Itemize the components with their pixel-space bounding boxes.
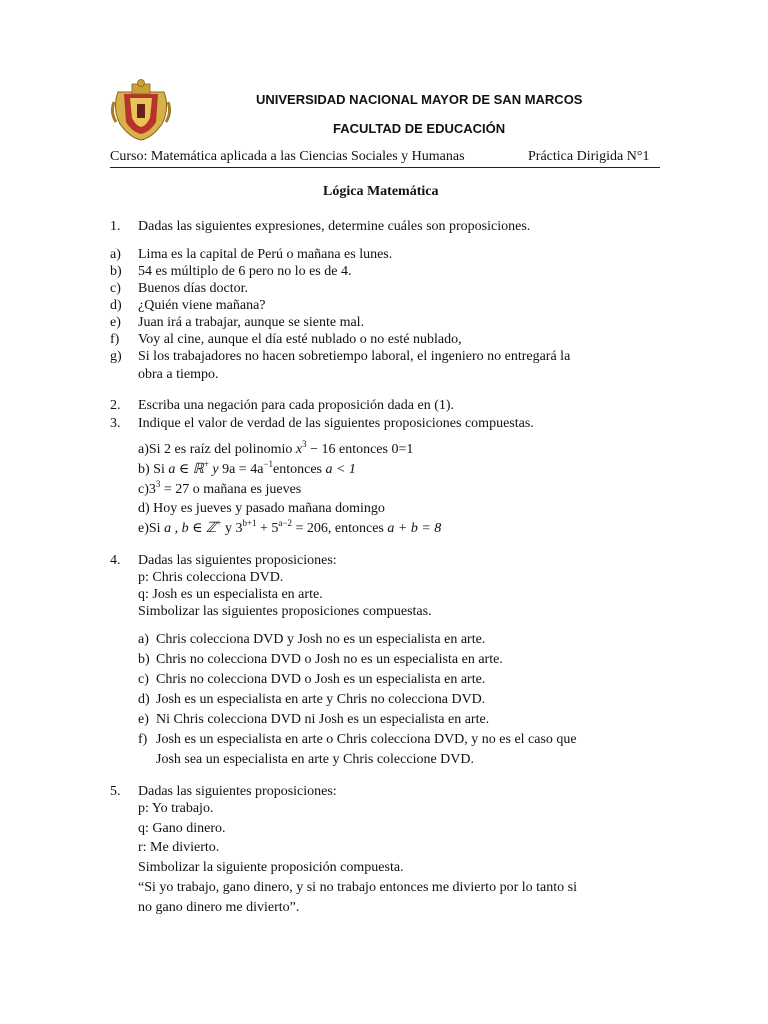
document-title: Lógica Matemática bbox=[323, 184, 439, 199]
q3-item-e: e)Si a , b ∈ ℤ+ y $3^{b+1} + 5^{a-2} = 206$, entonces a + b = 8 bbox=[138, 518, 442, 536]
q4-number: 4. bbox=[110, 553, 121, 568]
faculty-name: FACULTAD DE EDUCACIÓN bbox=[333, 121, 506, 136]
q3-number: 3. bbox=[110, 416, 121, 431]
q4-item-text: Chris no colecciona DVD o Josh no es un especialista en arte. bbox=[156, 652, 503, 667]
q5-quote-line1: “Si yo trabajo, gano dinero, y si no trabajo entonces me divierto por lo tanto si bbox=[138, 880, 577, 895]
q1-item-text: Lima es la capital de Perú o mañana es lunes. bbox=[138, 247, 393, 262]
q3-text: Indique el valor de verdad de las siguientes proposiciones compuestas. bbox=[138, 416, 534, 431]
q4-item-label: f) bbox=[138, 732, 148, 747]
q4-item-label: c) bbox=[138, 672, 149, 687]
q1-number: 1. bbox=[110, 219, 121, 234]
q4-item-label: d) bbox=[138, 692, 150, 707]
q1-item-text: Juan irá a trabajar, aunque se siente mal. bbox=[138, 315, 365, 330]
q1-item-label: g) bbox=[110, 349, 122, 364]
q3-item-a: a)Si 2 es raíz del polinomio $x^3 - 16$ entonces 0=1 bbox=[138, 439, 414, 457]
q5-proposition-r: r: Me divierto. bbox=[138, 840, 220, 855]
q1-item-text-continued: obra a tiempo. bbox=[138, 367, 219, 382]
university-name: UNIVERSIDAD NACIONAL MAYOR DE SAN MARCOS bbox=[256, 92, 583, 107]
q4-item-text: Ni Chris colecciona DVD ni Josh es un especialista en arte. bbox=[156, 712, 490, 727]
practice-number: Práctica Dirigida N°1 bbox=[528, 149, 650, 164]
q5-proposition-q: q: Gano dinero. bbox=[138, 821, 226, 836]
q5-quote-line2: no gano dinero me divierto”. bbox=[138, 900, 300, 915]
header-divider bbox=[110, 167, 660, 168]
q3-item-c: $c)3^3 = 27$ o mañana es jueves bbox=[138, 479, 302, 497]
q5-proposition-p: p: Yo trabajo. bbox=[138, 801, 214, 816]
q5-text: Dadas las siguientes proposiciones: bbox=[138, 784, 337, 799]
q1-item-label: c) bbox=[110, 281, 121, 296]
q4-item-text: Chris no colecciona DVD o Josh es un especialista en arte. bbox=[156, 672, 486, 687]
q5-instruction: Simbolizar la siguiente proposición compuesta. bbox=[138, 860, 404, 875]
q4-item-label: e) bbox=[138, 712, 149, 727]
q4-proposition-p: p: Chris colecciona DVD. bbox=[138, 570, 284, 585]
q1-item-text: ¿Quién viene mañana? bbox=[138, 298, 266, 313]
q4-item-text: Chris colecciona DVD y Josh no es un especialista en arte. bbox=[156, 632, 486, 647]
q1-item-label: a) bbox=[110, 247, 121, 262]
q2-text: Escriba una negación para cada proposición dada en (1). bbox=[138, 398, 455, 413]
q4-item-label: a) bbox=[138, 632, 149, 647]
q4-instruction: Simbolizar las siguientes proposiciones compuestas. bbox=[138, 604, 432, 619]
q4-proposition-q: q: Josh es un especialista en arte. bbox=[138, 587, 323, 602]
q2-number: 2. bbox=[110, 398, 121, 413]
q4-item-text-continued: Josh sea un especialista en arte y Chris coleccione DVD. bbox=[156, 752, 475, 767]
q3-item-d: d) Hoy es jueves y pasado mañana domingo bbox=[138, 501, 385, 516]
q1-item-text: Si los trabajadores no hacen sobretiempo laboral, el ingeniero no entregará la bbox=[138, 349, 571, 364]
q1-text: Dadas las siguientes expresiones, determine cuáles son proposiciones. bbox=[138, 219, 531, 234]
q1-item-label: b) bbox=[110, 264, 122, 279]
q4-item-text: Josh es un especialista en arte o Chris colecciona DVD, y no es el caso que bbox=[156, 732, 577, 747]
q5-number: 5. bbox=[110, 784, 121, 799]
q1-item-label: f) bbox=[110, 332, 120, 347]
q1-item-text: Buenos días doctor. bbox=[138, 281, 249, 296]
q1-item-label: e) bbox=[110, 315, 121, 330]
q4-item-label: b) bbox=[138, 652, 150, 667]
q3-item-b: b) Si a ∈ ℝ+ y $9a = 4a^{-1}entonces$ a < 1 bbox=[138, 459, 356, 477]
q4-item-text: Josh es un especialista en arte y Chris no colecciona DVD. bbox=[156, 692, 486, 707]
q1-item-text: 54 es múltiplo de 6 pero no lo es de 4. bbox=[138, 264, 352, 279]
q4-text: Dadas las siguientes proposiciones: bbox=[138, 553, 337, 568]
q1-item-text: Voy al cine, aunque el día esté nublado o no esté nublado, bbox=[138, 332, 462, 347]
q1-item-label: d) bbox=[110, 298, 122, 313]
university-seal-logo bbox=[110, 78, 172, 142]
course-name: Curso: Matemática aplicada a las Ciencias Sociales y Humanas bbox=[110, 149, 465, 164]
